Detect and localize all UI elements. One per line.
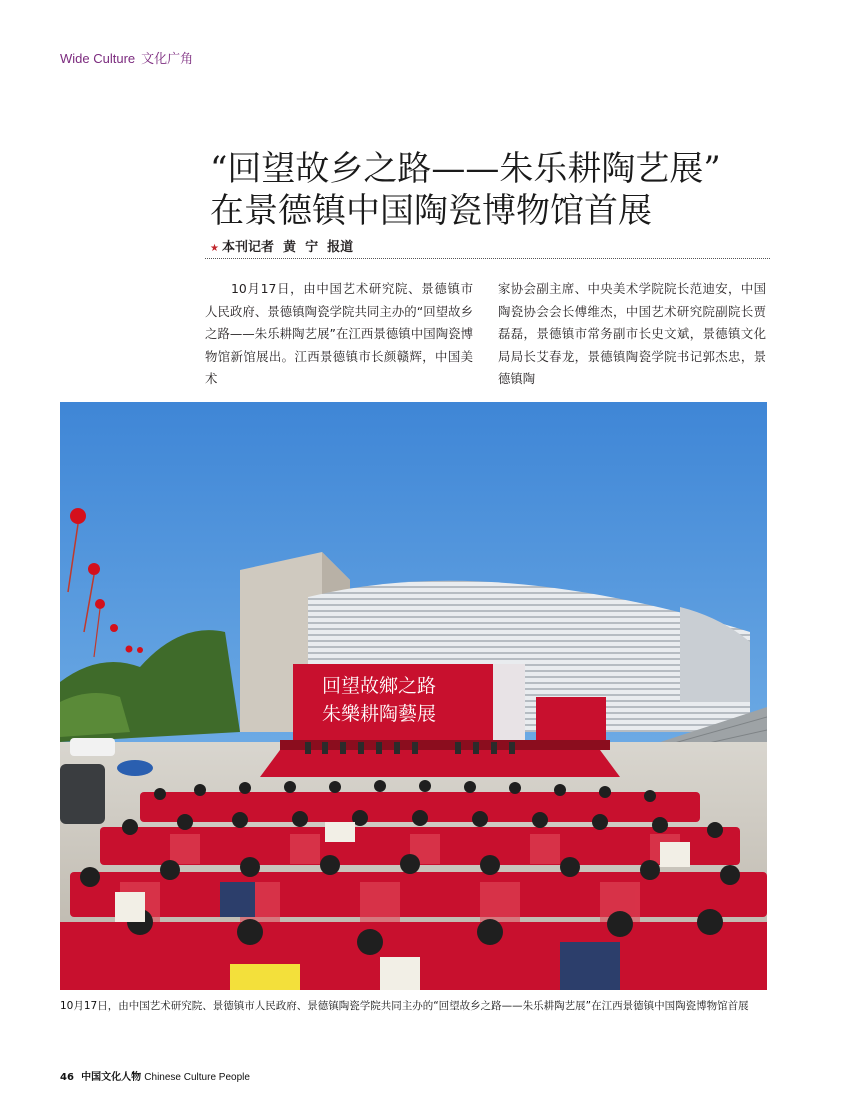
section-tag [60,48,193,67]
section-label-cn: 文化广角 [141,52,194,67]
title-line-1: “回望故乡之路——朱乐耕陶艺展” [210,149,721,189]
section-label-en: Wide Culture [60,51,136,66]
byline-divider [205,258,770,259]
banner-text-1: 回望故鄉之路 [322,675,437,697]
event-photo [60,402,767,990]
magazine-name-cn: 中国文化人物 [81,1072,142,1083]
audience [60,780,767,990]
banner-text-2: 朱樂耕陶藝展 [322,703,437,725]
page-number: 46 [60,1072,74,1083]
byline [210,236,353,255]
body-column-1 [205,278,473,391]
photo-caption: 10月17日，由中国艺术研究院、景德镇市人民政府、景德镇陶瓷学院共同主办的“回望故乡之路——朱乐耕陶艺展”在江西景德镇中国陶瓷博物馆首展 [60,1000,749,1012]
magazine-name-en: Chinese Culture People [144,1072,250,1083]
article-title [210,148,810,232]
byline-text: 本刊记者 黄 宁 报道 [221,240,354,255]
body-column-2 [498,278,766,391]
body-text-2: 家协会副主席、中央美术学院院长范迪安，中国陶瓷协会会长傅维杰，中国艺术研究院副院长贾磊磊，景德镇市常务副市长史文斌，景德镇文化局局长艾春龙，景德镇陶瓷学院书记郭杰忠，景德镇陶 [498,281,766,386]
page-footer [60,1068,250,1083]
star-icon: ★ [210,243,219,254]
body-text-1: 10月17日，由中国艺术研究院、景德镇市人民政府、景德镇陶瓷学院共同主办的“回望故乡之路——朱乐耕陶艺展”在江西景德镇中国陶瓷博物馆新馆展出。江西景德镇市长颜赣辉，中国美术 [205,281,473,386]
title-line-2: 在景德镇中国陶瓷博物馆首展 [210,191,652,231]
